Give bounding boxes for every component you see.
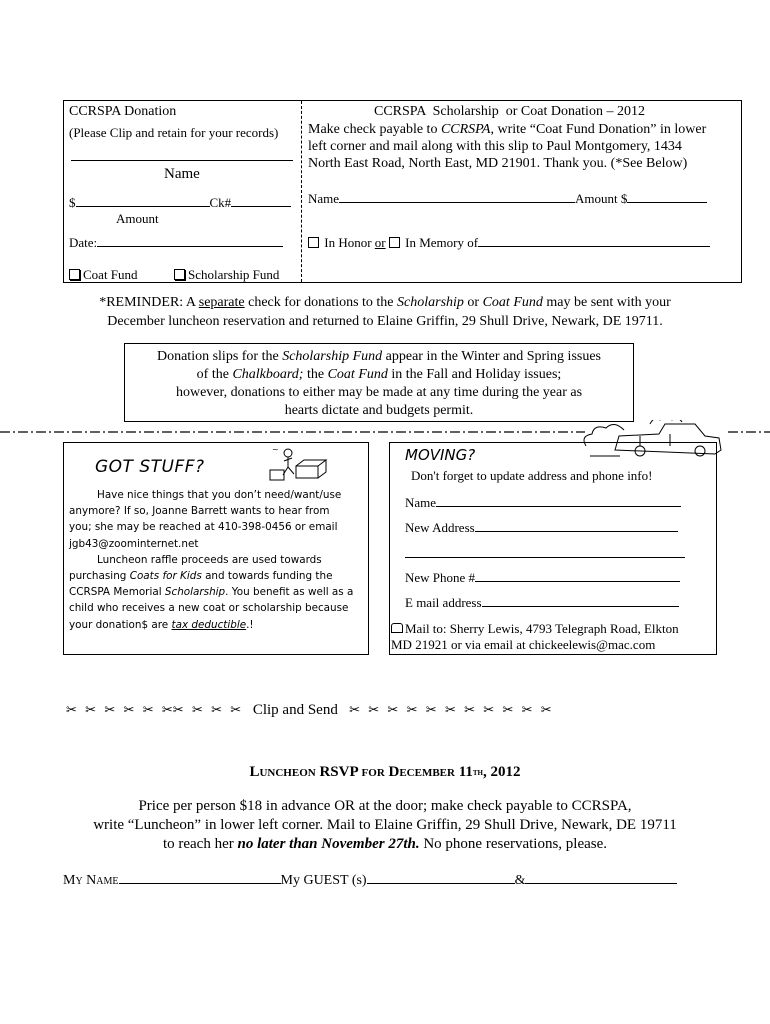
slips-line-3: however, donations to either may be made at any time during the year as xyxy=(175,385,583,400)
moving-mail-to xyxy=(391,621,679,653)
mail-to-line-2: MD 21921 or via email at chickeelewis@mac.com xyxy=(391,637,656,652)
slips-line-1: Donation slips for the Scholarship Fund appear in the Winter and Spring issues xyxy=(156,349,602,364)
memory-checkbox[interactable] xyxy=(389,237,400,248)
got-stuff-body xyxy=(69,487,365,633)
honor-checkbox[interactable] xyxy=(308,237,319,248)
right-amount-field[interactable] xyxy=(627,202,707,203)
date-row xyxy=(69,235,283,251)
date-label: Date: xyxy=(69,235,98,250)
rsvp-title: Luncheon RSVP for December 11th, 2012 xyxy=(249,764,521,780)
moving-address-label: New Address xyxy=(405,520,475,535)
got-stuff-p1-line-2: anymore? If so, Joanne Barrett wants to hear from xyxy=(69,505,330,518)
moving-phone-field[interactable] xyxy=(475,581,680,582)
reminder xyxy=(0,294,770,330)
slips-line-2: of the Chalkboard; the Coat Fund in the Fall and Holiday issues; xyxy=(196,367,562,382)
rsvp-body xyxy=(0,797,770,854)
moving-phone-row xyxy=(405,570,680,586)
my-name-field[interactable] xyxy=(119,883,281,884)
guest-field-1[interactable] xyxy=(367,883,515,884)
donation-divider xyxy=(301,101,302,282)
donation-right-title: CCRSPA Scholarship or Coat Donation – 2012 xyxy=(374,104,645,119)
slips-note-box xyxy=(124,343,634,422)
dollar-sign: $ xyxy=(69,195,76,210)
amount-field[interactable] xyxy=(76,206,210,207)
honor-memory-row xyxy=(308,235,710,251)
coat-fund-label: Coat Fund xyxy=(83,267,138,282)
date-field[interactable] xyxy=(97,246,283,247)
moving-address-row xyxy=(405,520,678,536)
got-stuff-p2-line-1: Luncheon raffle proceeds are used towards xyxy=(97,553,322,566)
mail-to-line-1: Mail to: Sherry Lewis, 4793 Telegraph Road, Elkton xyxy=(391,621,679,637)
reminder-line-2: December luncheon reservation and returned to Elaine Griffin, 29 Shull Drive, Newark, DE 19711. xyxy=(107,314,663,329)
my-name-label: My Name xyxy=(63,873,119,888)
amount-ck-row xyxy=(69,195,291,211)
memory-of-field[interactable] xyxy=(478,246,710,247)
coat-fund-checkbox[interactable] xyxy=(69,269,80,280)
got-stuff-p1-line-1: Have nice things that you don’t need/want/use xyxy=(97,489,342,501)
rsvp-line-3: to reach her no later than November 27th. No phone reservations, please. xyxy=(162,836,608,852)
got-stuff-p2-line-3: CCRSPA Memorial Scholarship. You benefit as well as a xyxy=(69,586,354,599)
moving-email-label: E mail address xyxy=(405,595,482,610)
scholarship-fund-checkbox[interactable] xyxy=(174,269,185,280)
right-name-field[interactable] xyxy=(339,202,575,203)
boxes-illustration xyxy=(266,444,330,484)
got-stuff-p2-line-5: your donation$ are tax deductible.! xyxy=(69,618,254,631)
moving-name-field[interactable] xyxy=(436,506,681,507)
got-stuff-p2-line-2: purchasing Coats for Kids and towards funding the xyxy=(69,570,333,583)
or-label: or xyxy=(374,235,386,250)
svg-text:~: ~ xyxy=(272,445,279,454)
got-stuff-p1-line-3: you; she may be reached at 410-398-0456 or email xyxy=(69,521,338,534)
scissors-right: ✂ ✂ ✂ ✂ ✂ ✂ ✂ ✂ ✂ ✂ ✂ xyxy=(349,703,552,718)
donor-name-line[interactable] xyxy=(71,160,293,161)
moving-subtitle: Don't forget to update address and phone info! xyxy=(411,468,653,483)
moving-name-label: Name xyxy=(405,495,437,510)
donor-name-label: Name xyxy=(164,166,200,182)
moving-title: MOVING? xyxy=(405,446,476,464)
right-amount-label: Amount $ xyxy=(575,191,628,206)
instructions-line-3: North East Road, North East, MD 21901. Thank you. (*See Below) xyxy=(308,156,688,171)
moving-address-line-2[interactable] xyxy=(405,557,685,558)
got-stuff-email[interactable]: jgb43@zoominternet.net xyxy=(69,537,199,550)
my-guest-label: My GUEST (s) xyxy=(280,873,367,888)
got-stuff-title: GOT STUFF? xyxy=(95,457,205,477)
donation-instructions xyxy=(308,121,742,172)
instructions-line-2: left corner and mail along with this slip to Paul Montgomery, 1434 xyxy=(308,139,682,154)
moving-email-row xyxy=(405,595,679,611)
ck-label: Ck# xyxy=(209,195,232,210)
right-name-amount-row xyxy=(308,191,707,207)
clip-note: (Please Clip and retain for your records) xyxy=(69,125,279,140)
clip-and-send-label: Clip and Send xyxy=(252,702,338,718)
fund-checkboxes xyxy=(69,267,279,283)
got-stuff-p2-line-4: child who receives a new coat or scholarship because xyxy=(69,602,349,615)
rsvp-line-2: write “Luncheon” in lower left corner. Mail to Elaine Griffin, 29 Shull Drive, Newark, DE 19711 xyxy=(93,817,677,833)
memory-label: In Memory of xyxy=(405,235,479,250)
moving-phone-label: New Phone # xyxy=(405,570,476,585)
moving-name-row xyxy=(405,495,681,511)
right-name-label: Name xyxy=(308,191,340,206)
honor-label: In Honor xyxy=(324,235,372,250)
mailbox-icon xyxy=(391,623,403,633)
clip-and-send-row xyxy=(66,701,726,720)
slips-line-4: hearts dictate and budgets permit. xyxy=(284,403,474,418)
guest-field-2[interactable] xyxy=(525,883,677,884)
moving-address-field[interactable] xyxy=(475,531,678,532)
instructions-line-1: Make check payable to CCRSPA, write “Coat Fund Donation” in lower xyxy=(308,122,707,137)
moving-email-field[interactable] xyxy=(482,606,679,607)
donation-left-title: CCRSPA Donation xyxy=(69,104,177,119)
rsvp-names-row xyxy=(63,872,677,889)
ampersand: & xyxy=(514,873,526,888)
scissors-left: ✂ ✂ ✂ ✂ ✂ ✂✂ ✂ ✂ ✂ xyxy=(66,703,242,718)
reminder-line-1: *REMINDER: A separate check for donations to the Scholarship or Coat Fund may be sent with your xyxy=(99,295,671,310)
scholarship-fund-label: Scholarship Fund xyxy=(188,267,280,282)
check-number-field[interactable] xyxy=(231,206,291,207)
rsvp-line-1: Price per person $18 in advance OR at the door; make check payable to CCRSPA, xyxy=(138,798,632,814)
amount-label: Amount xyxy=(116,211,159,226)
